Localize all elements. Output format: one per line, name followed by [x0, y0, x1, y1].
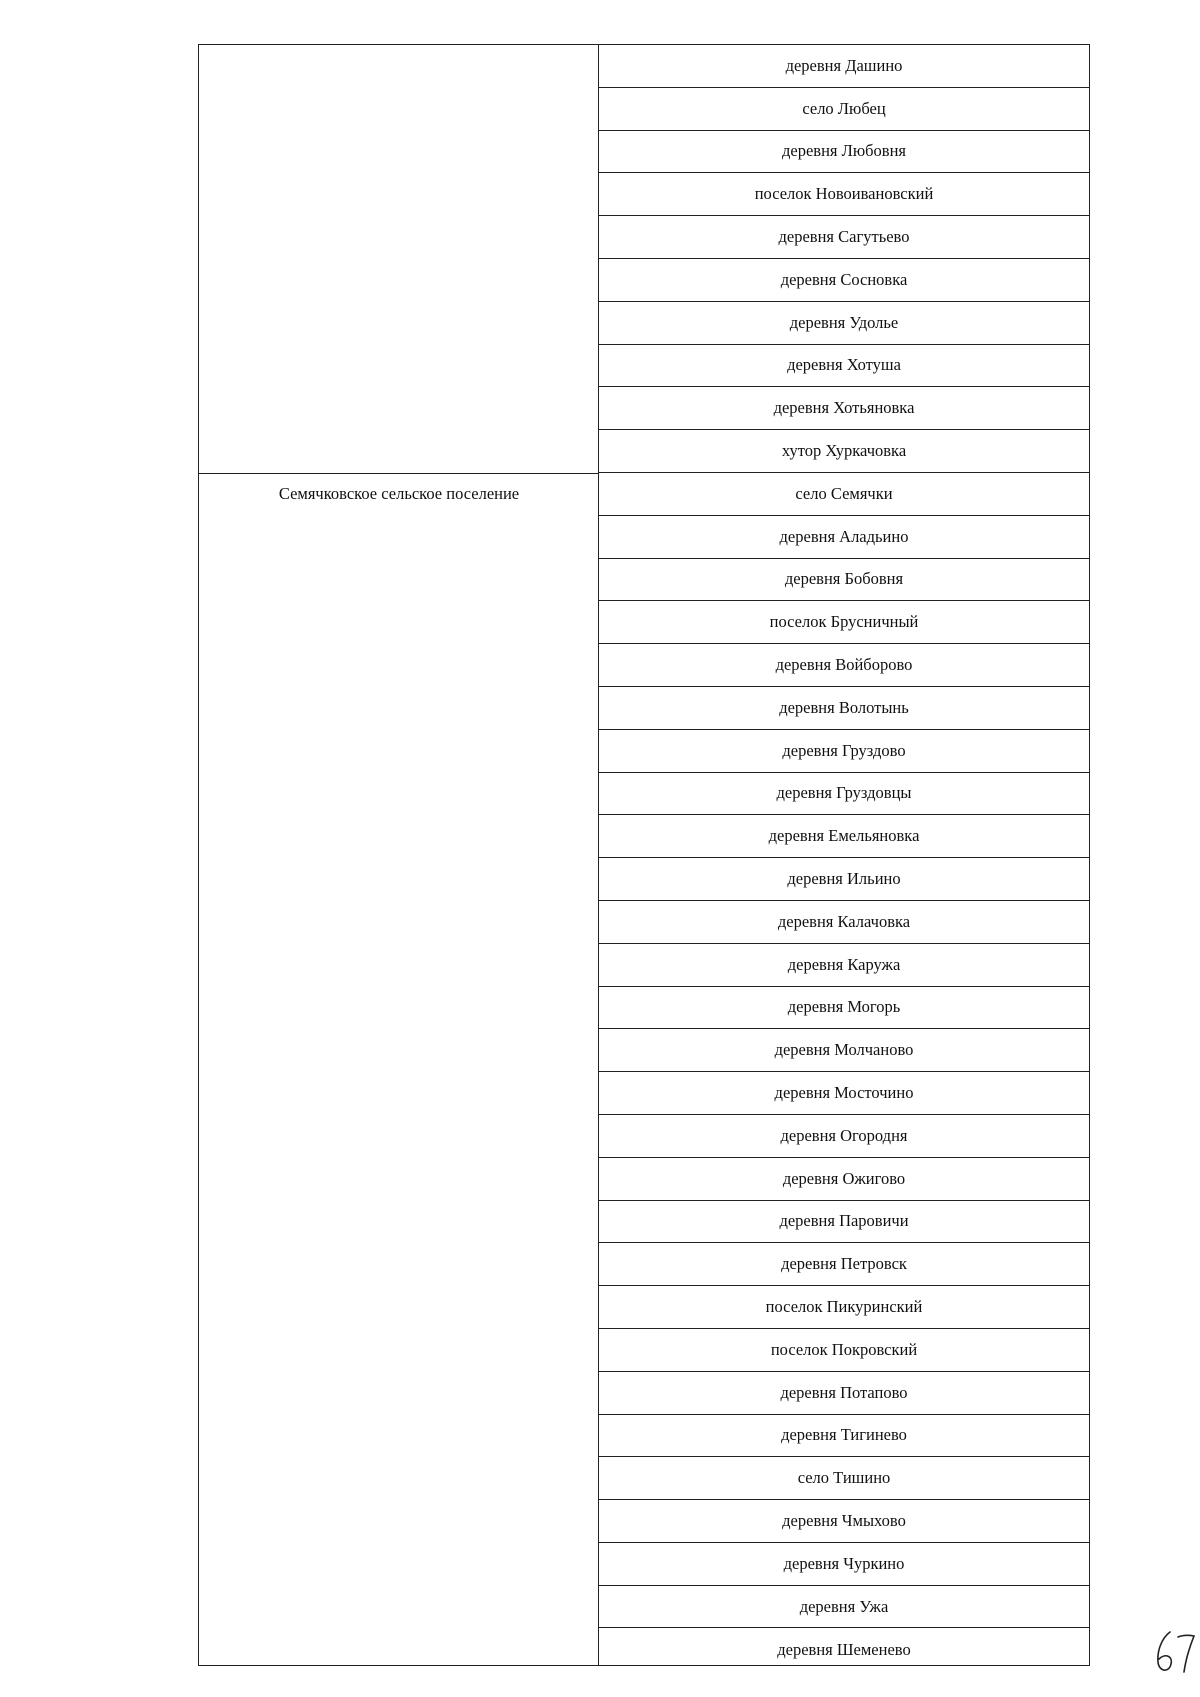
settlement-name: Семячковское сельское поселение [278, 484, 520, 503]
locality-cell: деревня Сосновка [599, 259, 1089, 302]
locality-column [599, 45, 1089, 1671]
locality-cell: деревня Чуркино [599, 1543, 1089, 1586]
locality-cell: деревня Чмыхово [599, 1500, 1089, 1543]
locality-cell: деревня Удолье [599, 302, 1089, 345]
locality-cell: село Любец [599, 88, 1089, 131]
locality-cell: поселок Покровский [599, 1329, 1089, 1372]
locality-cell: деревня Волотынь [599, 687, 1089, 730]
locality-cell: деревня Шеменево [777, 1639, 911, 1659]
locality-cell: деревня Войборово [599, 644, 1089, 687]
locality-cell: деревня Молчаново [599, 1029, 1089, 1072]
locality-cell: деревня Калачовка [599, 901, 1089, 944]
locality-cell: деревня Груздово [599, 730, 1089, 773]
locality-cell: деревня Огородня [599, 1115, 1089, 1158]
handwritten-page-number [1153, 1628, 1197, 1676]
locality-cell: поселок Брусничный [599, 601, 1089, 644]
locality-cell: село Семячки [599, 473, 1089, 516]
locality-cell: деревня Ожигово [599, 1158, 1089, 1201]
locality-cell: деревня Потапово [599, 1372, 1089, 1415]
locality-cell: деревня Бобовня [599, 559, 1089, 602]
locality-cell: деревня Каружа [599, 944, 1089, 987]
locality-cell: деревня Груздовцы [599, 773, 1089, 816]
locality-cell: деревня Паровичи [599, 1201, 1089, 1244]
locality-cell: деревня Ильино [599, 858, 1089, 901]
locality-cell: деревня Сагутьево [599, 216, 1089, 259]
locality-cell: деревня Хотуша [599, 345, 1089, 388]
settlement-column [199, 45, 599, 1665]
locality-cell: деревня Ужа [599, 1586, 1089, 1629]
locality-cell: деревня Хотьяновка [599, 387, 1089, 430]
locality-cell: деревня Петровск [599, 1243, 1089, 1286]
locality-cell: поселок Новоивановский [599, 173, 1089, 216]
locality-cell: деревня Емельяновка [599, 815, 1089, 858]
locality-cell: село Тишино [599, 1457, 1089, 1500]
locality-cell: хутор Хуркачовка [599, 430, 1089, 473]
locality-cell: деревня Могорь [599, 987, 1089, 1030]
locality-cell: деревня Мосточино [599, 1072, 1089, 1115]
locality-cell: деревня Тигинево [599, 1415, 1089, 1458]
locality-cell: деревня Дашино [599, 45, 1089, 88]
locality-cell: поселок Пикуринский [599, 1286, 1089, 1329]
locality-cell: деревня Любовня [599, 131, 1089, 174]
settlements-table [198, 44, 1090, 1666]
locality-cell: деревня Аладьино [599, 516, 1089, 559]
group-divider [199, 473, 599, 474]
